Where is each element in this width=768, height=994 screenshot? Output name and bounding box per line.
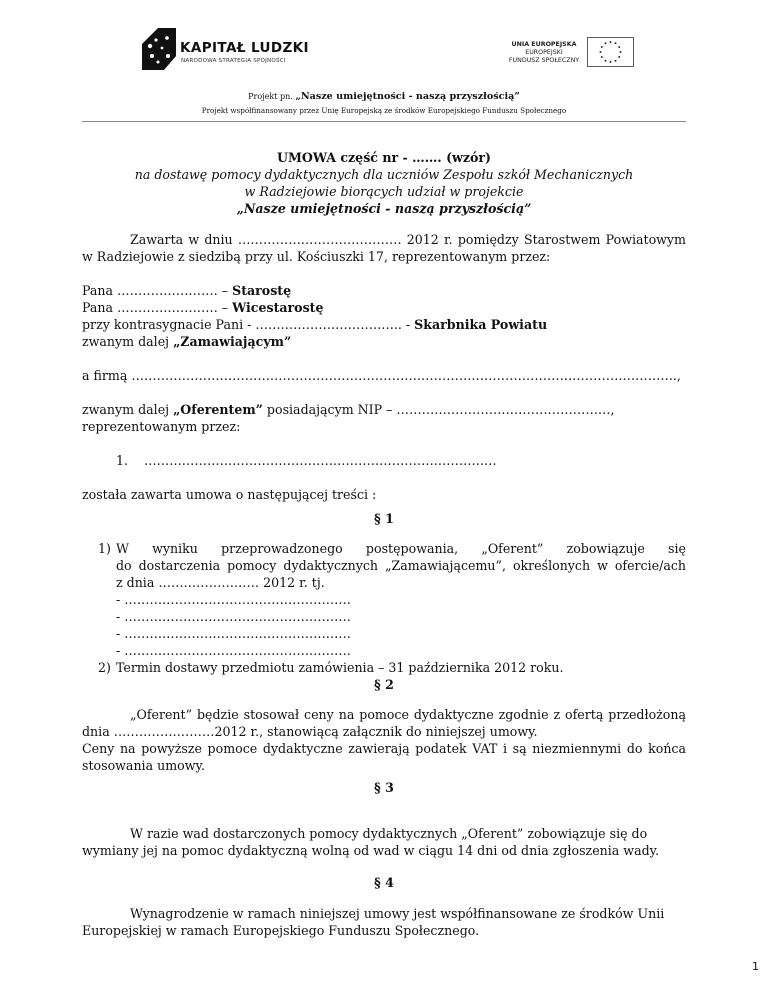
party-starosta: [82, 282, 291, 299]
party-starosta-prefix: Pana …………………… –: [82, 283, 233, 298]
intro-line-1: Zawarta w dniu ………………………………… 2012 r. pomiędzy Starostwem Powiatowym: [130, 232, 686, 247]
firm-line: a firmą ………………………………………………………………………………………………………………….,: [82, 368, 681, 383]
oferent-prefix: zwanym dalej: [82, 402, 174, 417]
represented-by: reprezentowanym przez:: [82, 419, 241, 434]
s1-item1-line1: W wyniku przeprowadzonego postępowania, „Oferent” zobowiązuje się: [116, 541, 686, 556]
section-2-heading: § 2: [374, 677, 394, 692]
s1-bullet: - ………………………………………………: [116, 592, 351, 607]
project-line: [0, 91, 768, 102]
party-zamawiajacy-prefix: zwanym dalej: [82, 334, 174, 349]
s1-bullet: - ………………………………………………: [116, 643, 351, 658]
s4-line1: Wynagrodzenie w ramach niniejszej umowy jest współfinansowane ze środków Unii: [130, 906, 665, 921]
header-divider: [82, 121, 686, 122]
section-1-heading: § 1: [374, 511, 394, 526]
s3-line1: W razie wad dostarczonych pomocy dydaktycznych „Oferent” zobowiązuje się do: [130, 826, 648, 841]
party-skarbnik-role: Skarbnika Powiatu: [414, 317, 548, 332]
party-wicestarosta: [82, 299, 324, 316]
s2-line4: stosowania umowy.: [82, 758, 205, 773]
s2-line3: Ceny na powyższe pomoce dydaktyczne zawierają podatek VAT i są niezmiennymi do końca: [82, 741, 686, 756]
logo-title: KAPITAŁ LUDZKI: [180, 40, 309, 56]
concluded-line: została zawarta umowa o następującej treści :: [82, 487, 377, 502]
s1-item1-number: 1): [98, 541, 111, 556]
party-wicestarosta-role: Wicestarostę: [232, 300, 324, 315]
party-skarbnik-prefix: przy kontrasygnacie Pani - …………………………….. -: [82, 317, 415, 332]
party-starosta-role: Starostę: [232, 283, 292, 298]
s1-bullet: - ………………………………………………: [116, 626, 351, 641]
eu-logo-line1: UNIA EUROPEJSKA: [511, 41, 577, 48]
s2-line1: „Oferent” będzie stosował ceny na pomoce dydaktyczne zgodnie z ofertą przedłożoną: [130, 707, 686, 722]
cofinanced-line: Projekt współfinansowany przez Unię Europejską ze środków Europejskiego Funduszu Społecznego: [201, 106, 567, 115]
logo-subtitle: NARODOWA STRATEGIA SPÓJNOŚCI: [181, 58, 286, 64]
section-3-heading: § 3: [374, 780, 394, 795]
contract-subtitle-1: na dostawę pomocy dydaktycznych dla uczniów Zespołu szkół Mechanicznych: [134, 167, 634, 182]
s4-line2: Europejskiej w ramach Europejskiego Funduszu Społecznego.: [82, 923, 480, 938]
s1-bullet: - ………………………………………………: [116, 609, 351, 624]
oferent-nip: posiadającym NIP – ……………………………………………,: [262, 402, 615, 417]
eu-logo-line2: EUROPEJSKI: [525, 49, 563, 56]
contract-project-name: „Nasze umiejętności - naszą przyszłością”: [236, 201, 532, 216]
oferent-role: „Oferentem”: [173, 402, 263, 417]
page-number: 1: [752, 960, 759, 973]
party-skarbnik: [82, 316, 547, 333]
s1-item1-line2: do dostarczenia pomocy dydaktycznych „Zamawiającemu”, określonych w ofercie/ach: [116, 558, 686, 573]
party-zamawiajacy-role: „Zamawiającym”: [173, 334, 292, 349]
oferent-line: [82, 401, 615, 418]
s1-item1-line3: z dnia …………………… 2012 r. tj.: [116, 575, 325, 590]
rep-number: 1.: [116, 453, 129, 468]
eu-logo-text: [503, 41, 585, 65]
project-name: „Nasze umiejętności - naszą przyszłością”: [295, 91, 520, 102]
s2-line2: dnia ……………………2012 r., stanowiącą załącznik do niniejszej umowy.: [82, 724, 538, 739]
s1-item2-number: 2): [98, 660, 111, 675]
intro-line-2: w Radziejowie z siedzibą przy ul. Kościuszki 17, reprezentowanym przez:: [82, 249, 551, 264]
contract-title: UMOWA część nr - ……. (wzór): [276, 150, 492, 165]
section-4-heading: § 4: [374, 875, 394, 890]
s3-line2: wymiany jej na pomoc dydaktyczną wolną od wad w ciągu 14 dni od dnia zgłoszenia wady.: [82, 843, 660, 858]
s1-item2-text: Termin dostawy przedmiotu zamówienia – 31 października 2012 roku.: [116, 660, 564, 675]
project-prefix: Projekt pn.: [248, 92, 293, 101]
eu-logo-line3: FUNDUSZ SPOŁECZNY: [508, 57, 580, 64]
rep-dots: …………………………………………………………………………: [144, 453, 497, 468]
eu-flag-icon: [587, 37, 634, 67]
party-zamawiajacy: [82, 333, 291, 350]
kapital-ludzki-logo-icon: [140, 26, 180, 72]
contract-subtitle-2: w Radziejowie biorących udział w projekcie: [244, 184, 524, 199]
party-wicestarosta-prefix: Pana …………………… –: [82, 300, 233, 315]
